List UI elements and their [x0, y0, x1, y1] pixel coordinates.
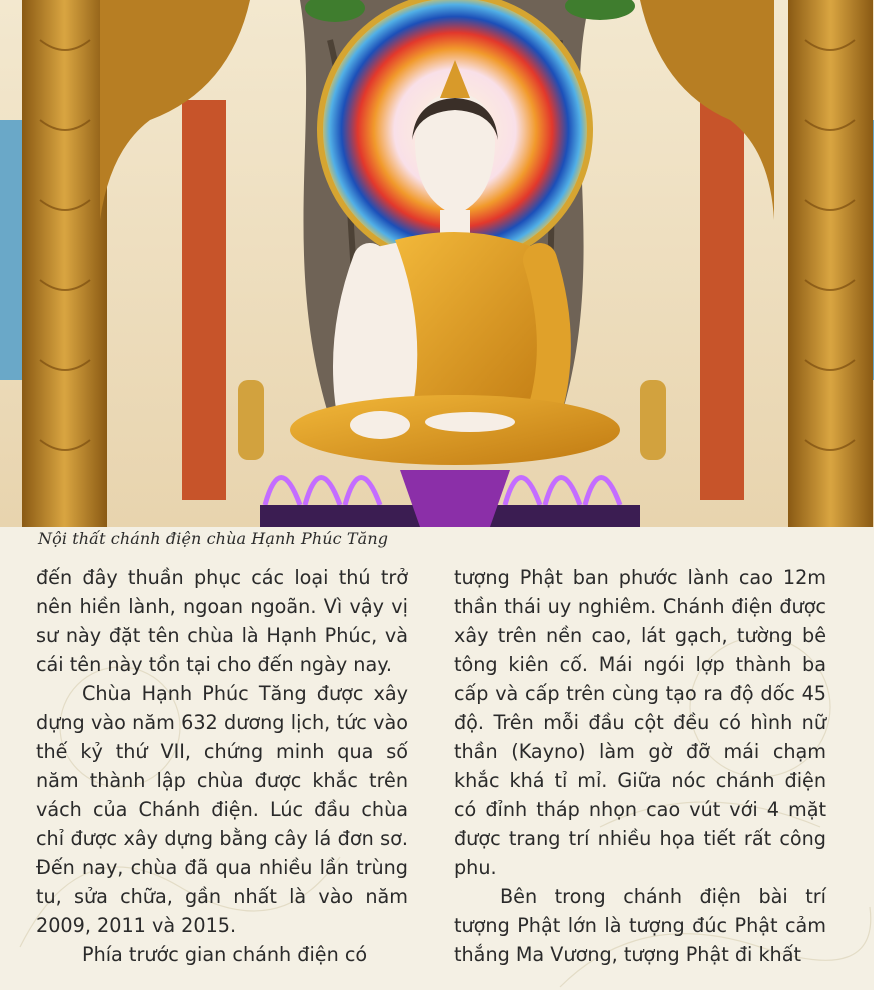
- paragraph: tượng Phật ban phước lành cao 12m thần thái uy nghiêm. Chánh điện được xây trên nền cao, lát gạch, tường bê tông kiên cố. Mái ngói lợp thành ba cấp và cấp trên cùng tạo ra độ dốc 45 độ. Trên mỗi đầu cột đều có hình nữ thần (Kayno) làm gờ đỡ mái chạm khắc khá tỉ mỉ. Giữa nóc chánh điện có đỉnh tháp nhọn cao vút với 4 mặt được trang trí nhiều họa tiết rất công phu.: [454, 566, 826, 879]
- article-column-right: [454, 563, 826, 969]
- photo-caption: Nội thất chánh điện chùa Hạnh Phúc Tăng: [38, 529, 389, 548]
- paragraph: Chùa Hạnh Phúc Tăng được xây dựng vào năm 632 dương lịch, tức vào thế kỷ thứ VII, chứng minh qua số năm thành lập chùa được khắc trên vách của Chánh điện. Lúc đầu chùa chỉ được xây dựng bằng cây lá đơn sơ. Đến nay, chùa đã qua nhiều lần trùng tu, sửa chữa, gần nhất là vào năm 2009, 2011 và 2015.: [36, 682, 408, 937]
- paragraph: Phía trước gian chánh điện có: [82, 943, 368, 966]
- paragraph: Bên trong chánh điện bài trí tượng Phật lớn là tượng đúc Phật cảm thắng Ma Vương, tượng Phật đi khất: [454, 885, 826, 966]
- paragraph: đến đây thuần phục các loại thú trở nên hiền lành, ngoan ngoãn. Vì vậy vị sư này đặt tên chùa là Hạnh Phúc, và cái tên này tồn tại cho đến ngày nay.: [36, 566, 408, 676]
- article-column-left: [36, 563, 408, 969]
